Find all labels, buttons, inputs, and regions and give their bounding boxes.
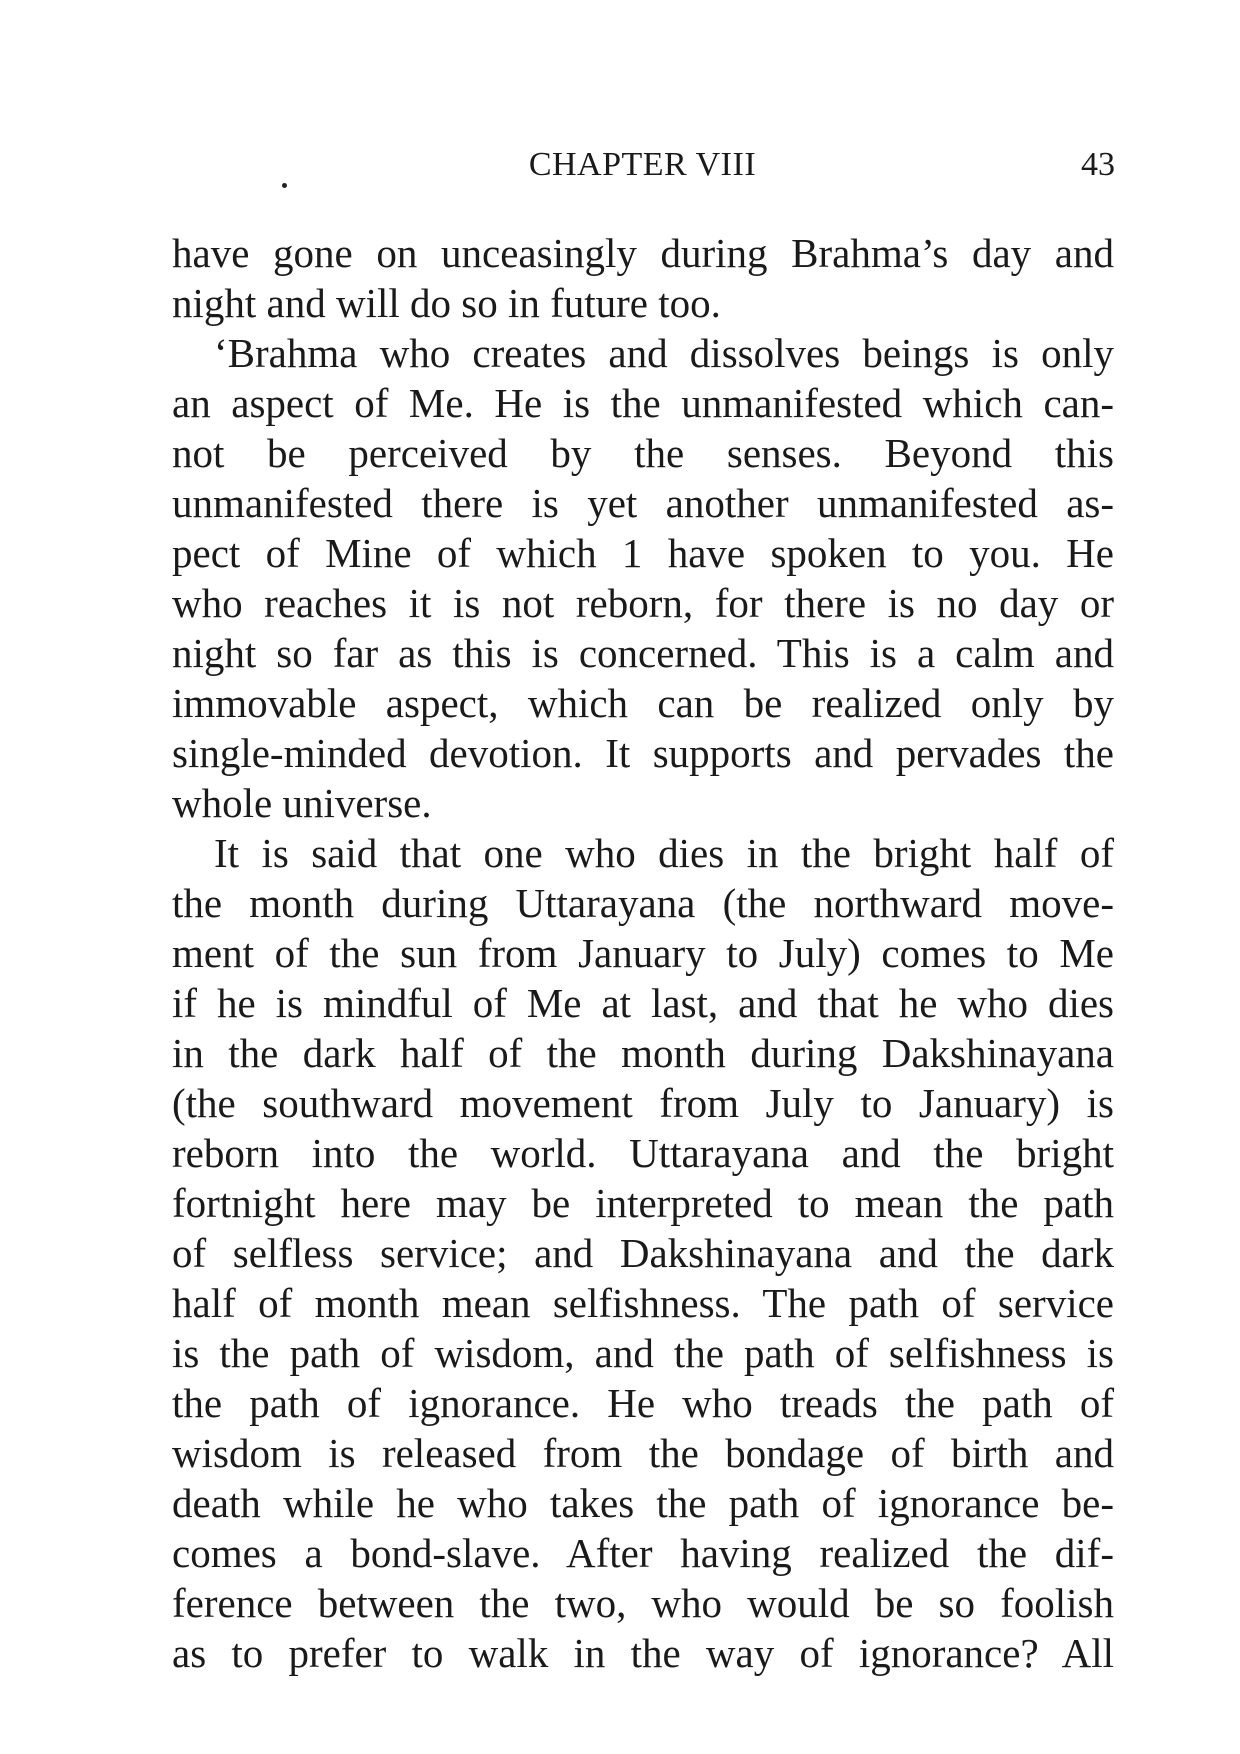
text-line: ference between the two, who would be so foolish [172, 1580, 1114, 1626]
text-line: pect of Mine of which 1 have spoken to you. He [172, 530, 1114, 576]
print-speck [282, 183, 287, 188]
text-line: half of month mean selfishness. The path of service [172, 1280, 1114, 1326]
text-line: not be perceived by the senses. Beyond this [172, 430, 1114, 476]
text-line: have gone on unceasingly during Brahma’s day and [172, 230, 1114, 276]
text-line: unmanifested there is yet another unmanifested as- [172, 480, 1114, 526]
text-line: wisdom is released from the bondage of birth and [172, 1430, 1114, 1476]
text-line: ment of the sun from January to July) comes to Me [172, 930, 1114, 976]
text-line: ‘Brahma who creates and dissolves beings is only [214, 330, 1114, 376]
running-head [170, 146, 1115, 186]
text-line: (the southward movement from July to January) is [172, 1080, 1114, 1126]
text-line: reborn into the world. Uttarayana and the bright [172, 1130, 1114, 1176]
text-line: the month during Uttarayana (the northward move- [172, 880, 1114, 926]
text-line: comes a bond-slave. After having realized the dif- [172, 1530, 1114, 1576]
page-number: 43 [1081, 146, 1115, 183]
text-line: single-minded devotion. It supports and pervades the [172, 730, 1114, 776]
text-line: of selfless service; and Dakshinayana and the dark [172, 1230, 1114, 1276]
body-text [172, 228, 1114, 1678]
text-line: who reaches it is not reborn, for there is no day or [172, 580, 1114, 626]
text-line: death while he who takes the path of ignorance be- [172, 1480, 1114, 1526]
text-line: in the dark half of the month during Dakshinayana [172, 1030, 1114, 1076]
text-line: It is said that one who dies in the bright half of [214, 830, 1114, 876]
text-line: immovable aspect, which can be realized only by [172, 680, 1114, 726]
text-line: an aspect of Me. He is the unmanifested which can- [172, 380, 1114, 426]
text-line: night so far as this is concerned. This is a calm and [172, 630, 1114, 676]
text-line: as to prefer to walk in the way of ignorance? All [172, 1630, 1114, 1676]
text-line: fortnight here may be interpreted to mean the path [172, 1180, 1114, 1226]
text-line: the path of ignorance. He who treads the path of [172, 1380, 1114, 1426]
text-line: is the path of wisdom, and the path of selfishness is [172, 1330, 1114, 1376]
text-line: night and will do so in future too. [172, 280, 721, 326]
chapter-title: CHAPTER VIII [528, 146, 757, 183]
text-line: if he is mindful of Me at last, and that he who dies [172, 980, 1114, 1026]
text-line: whole universe. [172, 780, 432, 826]
